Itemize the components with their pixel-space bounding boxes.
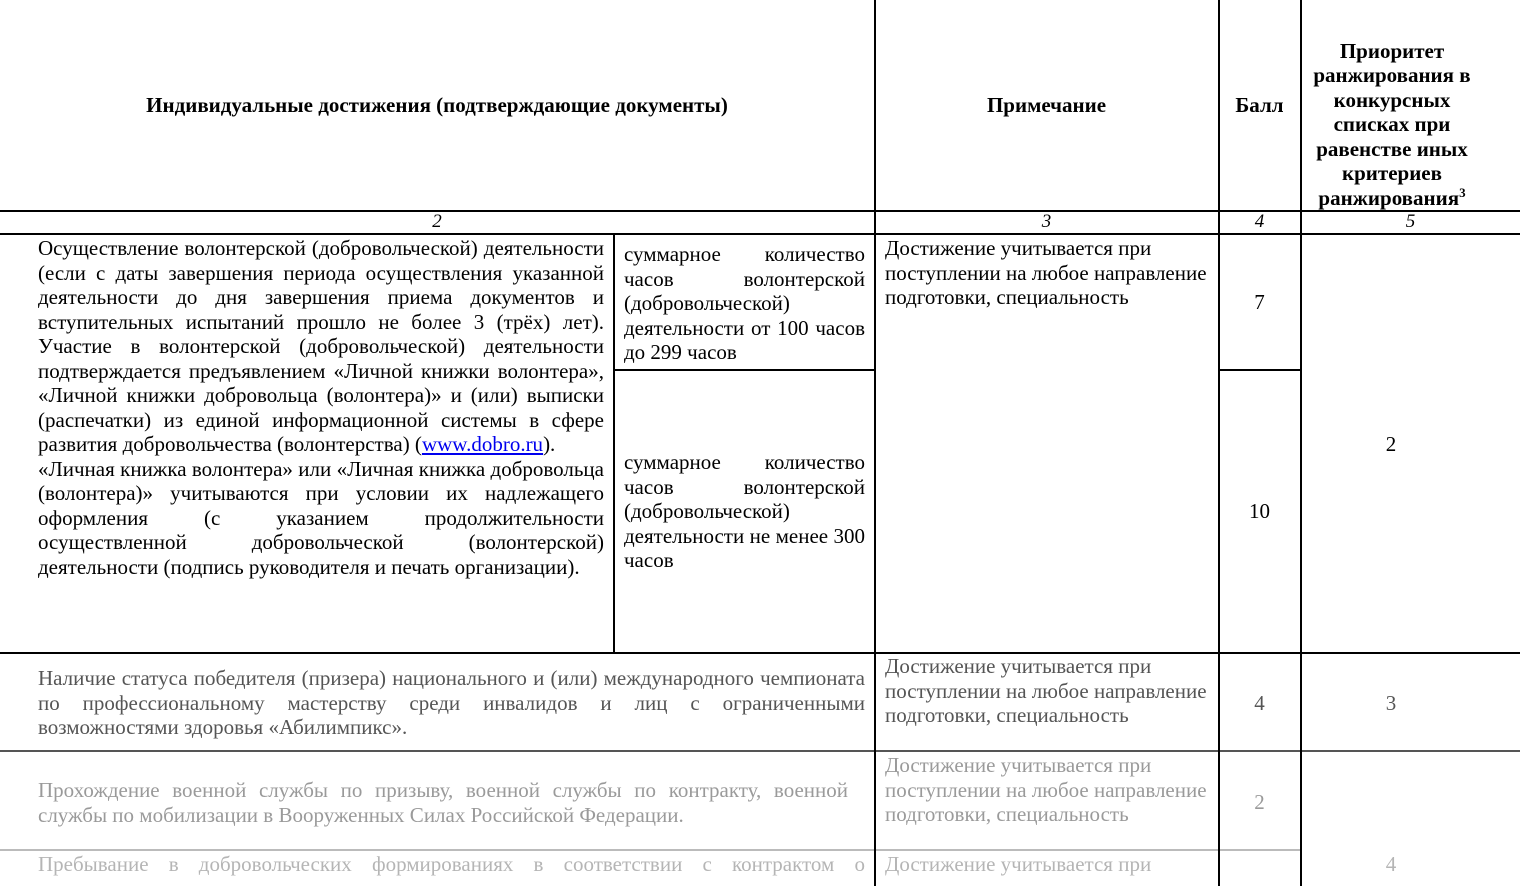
row3-score-value: 2: [1254, 790, 1265, 814]
row1-achievement: [38, 236, 604, 650]
row1-note: [885, 236, 1215, 356]
grid-line-numbering-bottom: [0, 233, 1520, 235]
numbering-col4: 4: [1254, 211, 1265, 232]
row1-achievement-text-end: ).: [543, 432, 556, 456]
row3-score: [1219, 790, 1300, 816]
row1-achievement-text: Осуществление волонтерской (добровольческой) деятельности (если с даты завершения периода осуществления указанной деятельности до дня завершения приема документов и вступительных испытаний прошло не более 3 (трёх) лет). Участие в волонтерской (добровольческой) деятельности подтверждается предъявлением «Личной книжки волонтера», «Личной книжки добровольца (волонтера)» и (или) выписки (распечатки) из единой информационной системы в сфере развития добровольчества (волонтерства) (: [38, 236, 604, 456]
grid-line-sub-divider: [613, 369, 874, 371]
row2-note: [885, 654, 1215, 750]
row1-sub-b: [624, 450, 865, 580]
row1-priority-value: 2: [1385, 432, 1397, 456]
header-achievements-text: Индивидуальные достижения (подтверждающие документы): [146, 92, 728, 117]
dobro-link[interactable]: www.dobro.ru: [421, 432, 544, 456]
header-note-text: Примечание: [986, 92, 1107, 117]
grid-line-row3-bottom: [0, 849, 1300, 851]
row1-sub-b-text: суммарное количество часов волонтерской (добровольческой) деятельности не менее 300 часов: [624, 450, 865, 572]
numbering-col5: 5: [1405, 211, 1416, 232]
header-priority-text: Приоритет ранжирования в конкурсных списках при равенстве иных критериев ранжирования: [1313, 38, 1471, 210]
row1-score-a-value: 7: [1254, 290, 1265, 314]
row1-note-text: Достижение учитывается при поступлении на любое направление подготовки, специальность: [885, 236, 1207, 309]
row2-score-value: 4: [1254, 691, 1265, 715]
row1-sub-a-text: суммарное количество часов волонтерской (добровольческой) деятельности от 100 часов до 299 часов: [624, 242, 865, 364]
row1-score-a: [1219, 290, 1300, 316]
row3-achievement-text: Прохождение военной службы по призыву, военной службы по контракту, военной службы по мобилизации в Вооруженных Силах Российской Федерации.: [38, 778, 848, 827]
row2-achievement-text: Наличие статуса победителя (призера) национального и (или) международного чемпионата по профессиональному мастерству среди инвалидов и лиц с ограниченными возможностями здоровья «Абилимпикс».: [38, 666, 865, 739]
header-note: [875, 0, 1218, 210]
row2-score: [1219, 691, 1300, 717]
grid-line-sub-col-left: [613, 233, 615, 652]
row2-priority: [1301, 691, 1481, 717]
row3-achievement: [38, 778, 848, 828]
row1-score-b: [1219, 499, 1300, 525]
header-score-text: Балл: [1235, 92, 1284, 117]
row4-achievement-text: Пребывание в добровольческих формированиях в соответствии с контрактом о: [38, 852, 865, 876]
row4-achievement: [38, 852, 865, 886]
row2-priority-value: 3: [1385, 691, 1397, 715]
row1-priority: [1301, 432, 1481, 458]
row3-note: [885, 753, 1215, 849]
numbering-col3: 3: [1041, 211, 1052, 232]
row4-priority: [1301, 852, 1481, 878]
row4-priority-value: 4: [1385, 852, 1397, 876]
row4-note: [885, 852, 1215, 886]
row2-note-text: Достижение учитывается при поступлении на любое направление подготовки, специальность: [885, 654, 1207, 727]
grid-line-row2-bottom: [0, 750, 1520, 752]
row1-achievement-text-2: «Личная книжка волонтера» или «Личная книжка добровольца (волонтера)» учитываются при условии их надлежащего оформления (с указанием продолжительности осуществленной добровольческой (волонтерской) деятельности (подпись руководителя и печать организации).: [38, 456, 604, 579]
header-priority-footnote: 3: [1459, 184, 1466, 200]
numbering-col2: 2: [432, 211, 442, 232]
row4-note-text: Достижение учитывается при: [885, 852, 1152, 876]
header-score: [1219, 0, 1300, 210]
grid-line-row1-bottom: [0, 652, 1520, 654]
row2-achievement: [38, 666, 865, 740]
grid-line-score-divider: [1218, 369, 1300, 371]
header-achievements: [0, 0, 874, 210]
row1-score-b-value: 10: [1249, 499, 1270, 523]
row3-note-text: Достижение учитывается при поступлении на любое направление подготовки, специальность: [885, 753, 1207, 826]
row1-sub-a: [624, 242, 865, 367]
header-priority: [1310, 30, 1474, 210]
